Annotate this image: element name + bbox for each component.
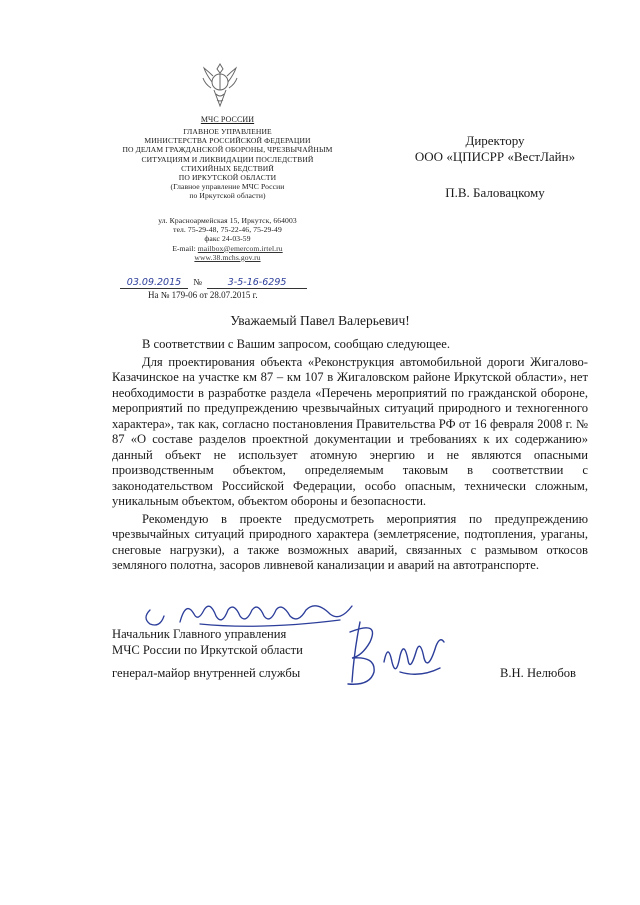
org-line: ГЛАВНОЕ УПРАВЛЕНИЕ (183, 127, 272, 136)
org-line: СТИХИЙНЫХ БЕДСТВИЙ (181, 163, 274, 173)
org-line: СИТУАЦИЯМ И ЛИКВИДАЦИИ ПОСЛЕДСТВИЙ (141, 154, 314, 164)
signature-rank: генерал-майор внутренней службы (112, 666, 301, 680)
mchs-emblem-icon (202, 60, 238, 112)
outgoing-line (120, 277, 320, 289)
addressee-name: П.В. Баловацкому (445, 185, 545, 200)
reference-line: На № 179-06 от 28.07.2015 г. (148, 290, 258, 300)
greeting: Уважаемый Павел Валерьевич! (230, 313, 410, 328)
outgoing-number: 3-5-16-6295 (207, 277, 307, 289)
org-full-name (95, 127, 360, 201)
org-line: ПО ИРКУТСКОЙ ОБЛАСТИ (178, 173, 277, 183)
org-short-name: МЧС РОССИИ (200, 115, 255, 124)
handwritten-signature (340, 612, 450, 692)
paragraph: В соответствии с Вашим запросом, сообщаю следующее. (142, 337, 450, 351)
org-line: МИНИСТЕРСТВА РОССИЙСКОЙ ФЕДЕРАЦИИ (144, 136, 311, 146)
position-line: МЧС России по Иркутской области (112, 642, 303, 657)
org-line: по Иркутской области) (189, 191, 266, 201)
signature-name: В.Н. Нелюбов (500, 666, 576, 680)
contacts (95, 216, 360, 262)
addressee (380, 133, 610, 201)
paragraph: Для проектирования объекта «Реконструкция автомобильной дороги Жигалово-Казачинское на участке км 87 – км 107 в Жигаловском районе Иркутской области», нет необходимости в разработке раздела «Перечень мероприятий по гражданской обороне, мероприятий по предупреждению чрезвычайных ситуаций природного и техногенного характера», так как, согласно постановления Правительства РФ от 16 февраля 2008 г. № 87 «О составе разделов проектной документации и требованиях к их содержанию» данный объект не использует атомную энергию и не являются опасными производственным объектом, определяемым таковым в соответствии с законодательством Российской Федерации, особо опасным, технически сложным, уникальным объектом, объектом обороны и безопасности. (112, 354, 588, 508)
addressee-company: ООО «ЦПИСРР «ВестЛайн» (414, 149, 576, 164)
outgoing-date: 03.09.2015 (120, 277, 188, 289)
address: ул. Красноармейская 15, Иркутск, 664003 (158, 216, 297, 225)
org-line: (Главное управление МЧС России (170, 182, 285, 192)
email-label: E-mail: (172, 243, 196, 253)
fax: факс 24-03-59 (204, 234, 251, 244)
org-line: ПО ДЕЛАМ ГРАЖДАНСКОЙ ОБОРОНЫ, ЧРЕЗВЫЧАЙНЫМ (122, 145, 333, 155)
email-row (95, 244, 360, 253)
email-link[interactable]: mailbox@emercom.irtel.ru (197, 243, 283, 253)
number-label: № (193, 277, 202, 287)
letter-body (112, 337, 588, 576)
handwritten-initials (140, 596, 360, 632)
phones: тел. 75-29-48, 75-22-46, 75-29-49 (173, 225, 282, 235)
addressee-title: Директору (465, 133, 525, 148)
position-line: Начальник Главного управления (112, 627, 287, 641)
paragraph: Рекомендую в проекте предусмотреть мероприятия по предупреждению чрезвычайных ситуаций природного характера (землетрясение, подтопления, ураганы, снеговые нагрузки), а также возможных аварий, связанных с размывом откосов земляного полотна, засоров ливневой канализации и аварий на автотранспорте. (112, 511, 588, 572)
website-link[interactable]: www.38.mchs.gov.ru (194, 252, 261, 262)
